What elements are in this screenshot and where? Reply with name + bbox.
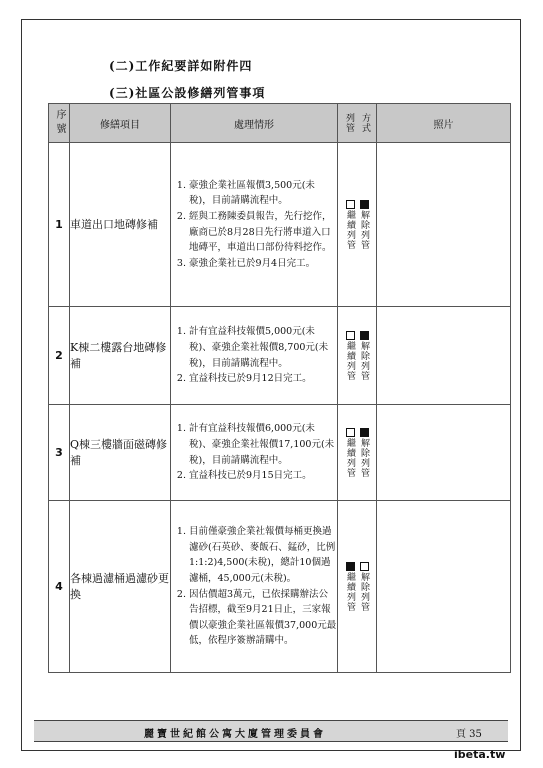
continue-tracking-option [344, 562, 356, 612]
step-number: 3. [176, 257, 186, 269]
empty-box-icon [346, 428, 355, 437]
empty-box-icon [346, 331, 355, 340]
step-text: 豪強企業社區報價3,500元(未稅)，目前請購流程中。 [189, 179, 315, 207]
header-photo: 照片 [377, 104, 511, 143]
step-text: 宜益科技已於9月12日完工。 [189, 373, 312, 385]
mode-label: 解除列管 [359, 209, 369, 250]
repair-item: K棟二樓露台地磚修補 [70, 307, 171, 405]
handling-step [171, 209, 337, 256]
repair-tracking-table [48, 103, 511, 673]
row-number: 1 [49, 143, 70, 307]
release-tracking-option [358, 428, 370, 478]
watermark: ibeta.tw [454, 748, 506, 761]
step-text: 經與工務陳委員報告，先行挖作，廠商已於8月28日先行將車道入口地磚平，車道出口部份待料挖作。 [189, 210, 332, 254]
tracking-mode [338, 405, 377, 501]
handling-status [171, 405, 338, 501]
header-handling: 處理情形 [171, 104, 338, 143]
step-number: 1. [176, 526, 186, 538]
handling-status [171, 501, 338, 673]
release-tracking-option [358, 331, 370, 381]
page-number: 頁 35 [456, 729, 482, 740]
mode-label: 繼續列管 [345, 437, 355, 478]
step-text: 豪強企業社已於9月4日完工。 [189, 257, 316, 269]
step-number: 2. [176, 470, 186, 482]
table-header-row [49, 104, 511, 143]
step-number: 1. [176, 179, 186, 191]
photo-cell [377, 405, 511, 501]
section-heading-work-summary: (二)工作紀要詳如附件四 [109, 59, 253, 73]
release-tracking-option [358, 562, 370, 612]
mode-label: 解除列管 [359, 340, 369, 381]
row-number: 4 [49, 501, 70, 673]
continue-tracking-option [344, 200, 356, 250]
handling-step [171, 178, 337, 209]
empty-box-icon [346, 200, 355, 209]
handling-step [171, 421, 337, 468]
mode-label: 解除列管 [359, 571, 369, 612]
header-mode-way: 方式 [360, 113, 370, 133]
handling-status [171, 143, 338, 307]
step-text: 計有宜益科技報價5,000元(未稅)、豪強企業社報價8,700元(未稅)，目前請購流程中。 [189, 326, 329, 369]
handling-step [171, 324, 337, 371]
checked-box-icon [360, 428, 369, 437]
footer-committee-name: 麗寶世紀館公寓大廈管理委員會 [144, 729, 326, 740]
table-row [49, 307, 511, 405]
handling-step [171, 524, 337, 586]
tracking-mode [338, 307, 377, 405]
empty-box-icon [360, 562, 369, 571]
mode-label: 繼續列管 [345, 209, 355, 250]
step-text: 目前僅豪強企業社報價每桶更換過濾砂(石英砂、麥飯石、錳砂，比例1:1:2)4,500(未稅)，總計10個過濾桶，45,000元(未稅)。 [189, 526, 336, 584]
step-number: 2. [176, 210, 186, 222]
step-number: 1. [176, 423, 186, 435]
photo-cell [377, 307, 511, 405]
mode-label: 解除列管 [359, 437, 369, 478]
repair-item: 車道出口地磚修補 [70, 143, 171, 307]
handling-step [171, 587, 337, 649]
repair-item: 各棟過濾桶過濾砂更換 [70, 501, 171, 673]
mode-label: 繼續列管 [345, 571, 355, 612]
continue-tracking-option [344, 331, 356, 381]
checked-box-icon [360, 331, 369, 340]
page-footer [34, 720, 508, 742]
step-text: 計有宜益科技報價6,000元(未稅)、豪強企業社報價17,100元(未稅)，目前請購流程中。 [189, 423, 335, 466]
step-number: 2. [176, 373, 186, 385]
header-mode-list: 列管 [344, 113, 354, 133]
handling-step [171, 256, 337, 272]
table-row [49, 405, 511, 501]
tracking-mode [338, 143, 377, 307]
section-heading-repair-tracking: (三)社區公設修繕列管事項 [109, 86, 266, 100]
photo-cell [377, 501, 511, 673]
row-number: 2 [49, 307, 70, 405]
step-number: 1. [176, 326, 186, 338]
photo-cell [377, 143, 511, 307]
header-mode [338, 104, 377, 143]
header-no: 序號 [49, 104, 70, 143]
step-text: 因估價超3萬元，已依採購辦法公告招標，截至9月21日止，三家報價以豪強企業社區報價37,000元最低，依程序簽辦請購中。 [189, 588, 337, 647]
repair-item: Q棟三樓牆面磁磚修補 [70, 405, 171, 501]
table-row [49, 143, 511, 307]
step-text: 宜益科技已於9月15日完工。 [189, 470, 312, 482]
step-number: 2. [176, 588, 186, 600]
handling-step [171, 371, 337, 387]
mode-label: 繼續列管 [345, 340, 355, 381]
tracking-mode [338, 501, 377, 673]
checked-box-icon [360, 200, 369, 209]
table-row [49, 501, 511, 673]
handling-status [171, 307, 338, 405]
checked-box-icon [346, 562, 355, 571]
handling-step [171, 468, 337, 484]
header-item: 修繕項目 [70, 104, 171, 143]
release-tracking-option [358, 200, 370, 250]
row-number: 3 [49, 405, 70, 501]
continue-tracking-option [344, 428, 356, 478]
